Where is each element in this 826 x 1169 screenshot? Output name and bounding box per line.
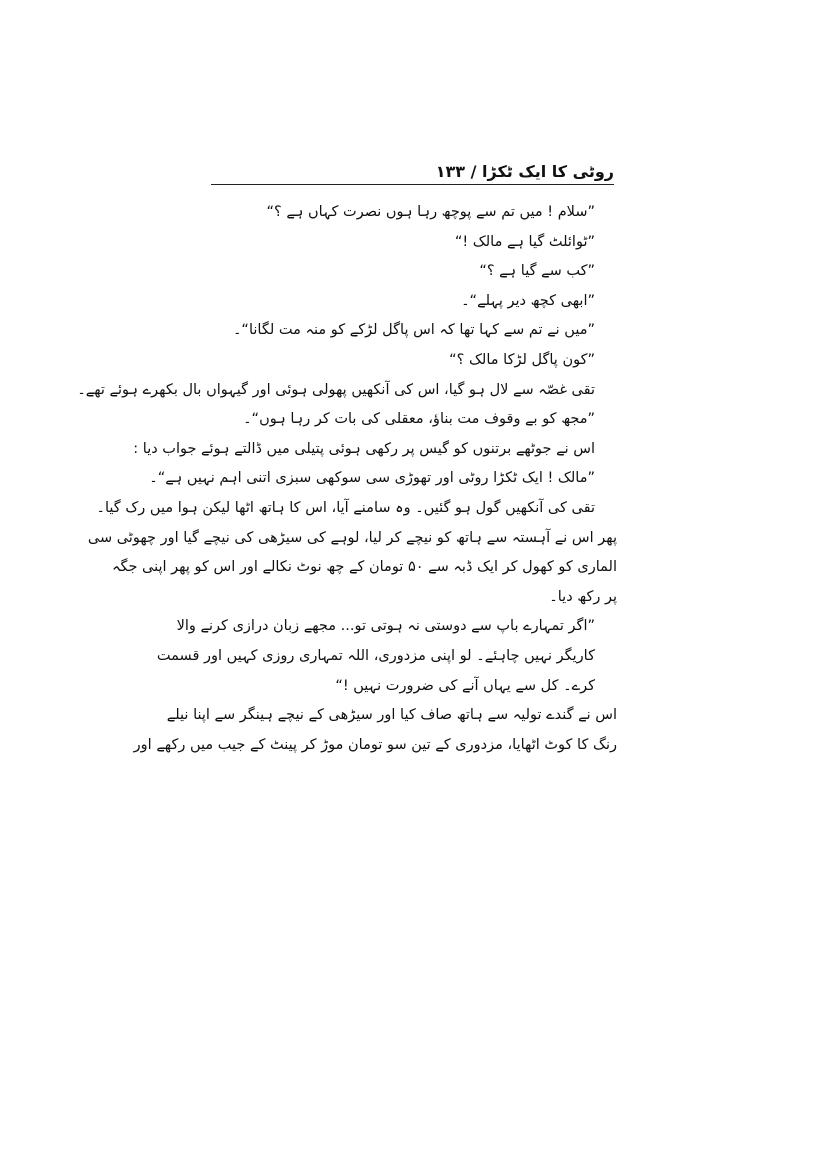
narration-line: اس نے گندے تولیہ سے ہاتھ صاف کیا اور سیڑھی کے نیچے ہینگر سے اپنا نیلے [166,707,617,724]
dialogue-line: ”ابھی کچھ دیر پہلے“۔ [461,292,595,309]
header-rule [211,184,614,185]
dialogue-line: کاریگر نہیں چاہئے۔ لو اپنی مزدوری، اللہ تمہاری روزی کہیں اور قسمت [156,647,595,664]
page-header [211,161,614,185]
dialogue-line: ”سلام ! میں تم سے پوچھ رہا ہوں نصرت کہاں ہے ؟“ [266,204,595,220]
dialogue-line: ”مالک ! ایک ٹکڑا روٹی اور تھوڑی سی سوکھی سبزی اتنی اہم نہیں ہے“۔ [149,470,595,487]
dialogue-line: ”کب سے گیا ہے ؟“ [479,263,595,280]
narration-line: رنگ کا کوٹ اٹھایا، مزدوری کے تین سو تومان موڑ کر پینٹ کے جیب میں رکھے اور [133,736,617,753]
dialogue-line: ”کون پاگل لڑکا مالک ؟“ [449,351,595,368]
narration-line: تقی غصّہ سے لال ہو گیا، اس کی آنکھیں پھولی ہوئی اور گیہواں بال بکھرے ہوئے تھے۔ [77,381,595,398]
dialogue-line: ”ٹوائلٹ گیا ہے مالک !“ [454,233,595,250]
dialogue-line: ”مجھ کو بے وقوف مت بناؤ، معقلی کی بات کر رہا ہوں“۔ [243,411,595,428]
narration-line: الماری کو کھول کر ایک ڈبہ سے ۵۰ تومان کے چھ نوٹ نکالے اور اس کو پھر اپنی جگہ [111,559,617,576]
narration-line: پھر اس نے آہستہ سے ہاتھ کو نیچے کر لیا، لوہے کی سیڑھی کی نیچے گیا اور چھوٹی سی [87,529,617,546]
dialogue-line: کرے۔ کل سے یہاں آنے کی ضرورت نہیں !“ [335,677,595,694]
narration-line: تقی کی آنکھیں گول ہو گئیں۔ وہ سامنے آیا، اس کا ہاتھ اٹھا لیکن ہوا میں رک گیا۔ [96,499,595,516]
dialogue-line: ”میں نے تم سے کہا تھا کہ اس پاگل لڑکے کو منہ مت لگانا“۔ [232,322,595,339]
narration-line: پر رکھ دیا۔ [549,588,617,605]
narration-line: اس نے جوٹھے برتنوں کو گیس پر رکھی ہوئی پتیلی میں ڈالتے ہوئے جواب دیا : [133,440,595,457]
body-text [77,198,617,760]
dialogue-line: ”اگر تمہارے باپ سے دوستی نہ ہوتی تو... مجھے زبان درازی کرنے والا [176,618,595,635]
running-title: روٹی کا ایک ٹکڑا / ۱۳۳ [435,162,614,181]
